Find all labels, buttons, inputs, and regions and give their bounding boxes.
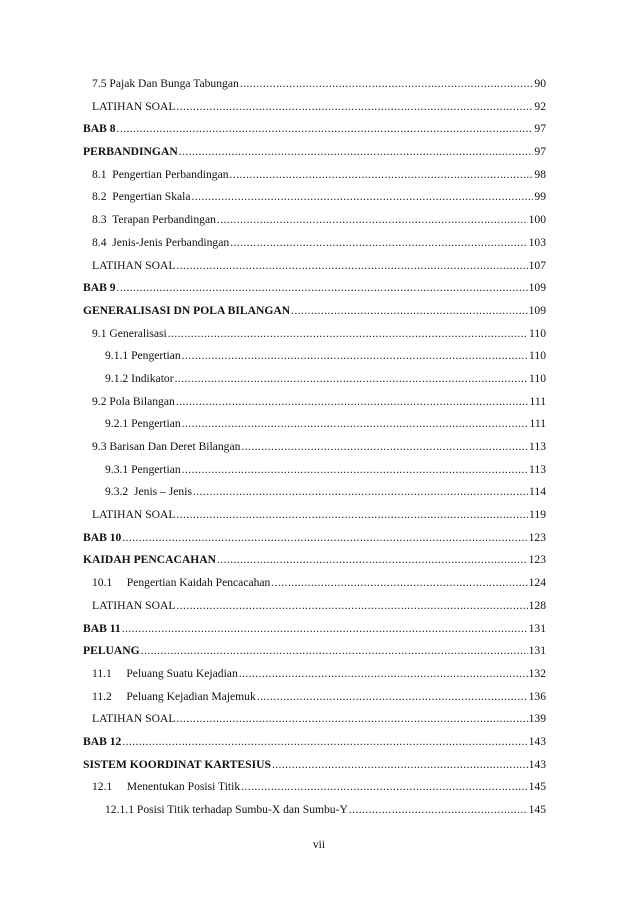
toc-entry-page: 119 bbox=[529, 508, 546, 522]
dot-leader bbox=[192, 186, 534, 209]
toc-entry-label: 8.2 Pengertian Skala bbox=[92, 190, 191, 204]
toc-entry-label: BAB 8 bbox=[83, 122, 116, 136]
toc-entry-label: 9.1 Generalisasi bbox=[92, 326, 167, 340]
dot-leader bbox=[117, 277, 528, 300]
toc-entry-page: 92 bbox=[534, 99, 546, 113]
toc-entry-label: BAB 12 bbox=[83, 734, 122, 748]
toc-entry-page: 90 bbox=[534, 77, 546, 90]
toc-entry-page: 109 bbox=[528, 281, 546, 295]
toc-entry-label: LATIHAN SOAL bbox=[92, 598, 176, 612]
toc-entry-label: 12.1 Menentukan Posisi Titik bbox=[92, 780, 241, 794]
toc-entry-label: BAB 9 bbox=[83, 281, 116, 295]
dot-leader bbox=[271, 572, 527, 595]
toc-entry-page: 128 bbox=[528, 598, 546, 612]
dot-leader bbox=[193, 481, 528, 504]
dot-leader bbox=[241, 776, 527, 799]
toc-entry-label: 11.2 Peluang Kejadian Majemuk bbox=[92, 689, 256, 703]
toc-entry-label: KAIDAH PENCACAHAN bbox=[83, 553, 217, 567]
toc-entry-page: 143 bbox=[528, 757, 546, 771]
toc-entry-page: 110 bbox=[529, 371, 546, 385]
toc-entry bbox=[83, 96, 546, 119]
toc-entry-page: 123 bbox=[528, 553, 546, 567]
toc-entry bbox=[83, 413, 546, 436]
toc-entry-label: 8.1 Pengertian Perbandingan bbox=[92, 167, 229, 181]
toc-entry-label: LATIHAN SOAL bbox=[92, 712, 176, 726]
toc-entry-page: 139 bbox=[528, 712, 546, 726]
toc-entry-label: 11.1 Peluang Suatu Kejadian bbox=[92, 666, 238, 680]
toc-entry bbox=[83, 572, 546, 595]
toc-entry bbox=[83, 459, 546, 482]
dot-leader bbox=[176, 96, 533, 119]
toc-entry-page: 113 bbox=[529, 440, 546, 453]
toc-entry-label: LATIHAN SOAL bbox=[92, 99, 176, 113]
toc-entry-label: 8.4 Jenis-Jenis Perbandingan bbox=[92, 235, 230, 249]
dot-leader bbox=[122, 618, 528, 641]
toc-entry-page: 97 bbox=[534, 145, 546, 159]
toc-entry-page: 145 bbox=[528, 780, 546, 794]
dot-leader bbox=[176, 595, 527, 618]
toc-entry bbox=[83, 209, 546, 232]
toc-entry bbox=[83, 549, 546, 572]
toc-entry bbox=[83, 776, 546, 799]
toc-entry-page: 123 bbox=[528, 530, 546, 544]
toc-entry-label: 7.5 Pajak Dan Bunga Tabungan bbox=[92, 77, 239, 90]
dot-leader bbox=[291, 300, 527, 323]
toc-entry bbox=[83, 391, 546, 414]
toc-entry-page: 145 bbox=[528, 803, 546, 816]
toc-entry-label: 9.2.1 Pengertian bbox=[105, 417, 181, 431]
toc-entry bbox=[83, 73, 546, 96]
toc-entry-label: 9.1.1 Pengertian bbox=[105, 349, 181, 363]
dot-leader bbox=[182, 413, 529, 436]
dot-leader bbox=[230, 232, 527, 255]
toc-entry bbox=[83, 527, 546, 550]
toc-entry-label: 9.3.1 Pengertian bbox=[105, 462, 181, 476]
toc-entry-label: BAB 10 bbox=[83, 530, 122, 544]
dot-leader bbox=[349, 799, 528, 822]
toc-entry-label: BAB 11 bbox=[83, 621, 121, 635]
toc-entry bbox=[83, 323, 546, 346]
toc-entry bbox=[83, 481, 546, 504]
toc-entry bbox=[83, 164, 546, 187]
dot-leader bbox=[272, 754, 528, 777]
toc-entry-label: GENERALISASI DN POLA BILANGAN bbox=[83, 303, 291, 317]
dot-leader bbox=[122, 731, 527, 754]
toc-entry-page: 131 bbox=[528, 644, 546, 658]
dot-leader bbox=[182, 345, 528, 368]
toc-entry-page: 124 bbox=[528, 576, 546, 590]
toc-entry-label: LATIHAN SOAL bbox=[92, 508, 176, 522]
toc-entry bbox=[83, 686, 546, 709]
dot-leader bbox=[179, 141, 534, 164]
toc-entry-label: 9.2 Pola Bilangan bbox=[92, 394, 175, 408]
toc-entry-page: 114 bbox=[529, 485, 546, 499]
toc-entry-label: 9.3 Barisan Dan Deret Bilangan bbox=[92, 440, 241, 453]
toc-entry bbox=[83, 504, 546, 527]
dot-leader bbox=[176, 708, 527, 731]
toc-entry-page: 111 bbox=[529, 394, 546, 408]
toc-entry-label: PERBANDINGAN bbox=[83, 145, 178, 159]
toc-entry-page: 107 bbox=[528, 258, 546, 272]
toc-entry-label: 9.3.2 Jenis – Jenis bbox=[105, 485, 192, 499]
toc-entry-page: 98 bbox=[534, 167, 546, 181]
toc-entry bbox=[83, 640, 546, 663]
toc-entry bbox=[83, 368, 546, 391]
toc-entry-page: 136 bbox=[528, 689, 546, 703]
toc-entry-page: 131 bbox=[528, 621, 546, 635]
toc-entry bbox=[83, 186, 546, 209]
dot-leader bbox=[141, 640, 528, 663]
toc-entry bbox=[83, 118, 546, 141]
toc-entry-page: 103 bbox=[528, 235, 546, 249]
toc-entry-label: LATIHAN SOAL bbox=[92, 258, 176, 272]
dot-leader bbox=[175, 368, 528, 391]
dot-leader bbox=[176, 504, 528, 527]
page-number: vii bbox=[312, 838, 326, 851]
toc-entry bbox=[83, 663, 546, 686]
table-of-contents bbox=[83, 73, 546, 822]
dot-leader bbox=[176, 391, 529, 414]
toc-entry-page: 132 bbox=[528, 666, 546, 680]
toc-entry-page: 110 bbox=[529, 326, 546, 340]
dot-leader bbox=[257, 686, 528, 709]
dot-leader bbox=[176, 255, 527, 278]
toc-entry-label: 12.1.1 Posisi Titik terhadap Sumbu-X dan Sumbu-Y bbox=[105, 803, 348, 816]
toc-entry-label: PELUANG bbox=[83, 644, 140, 658]
toc-entry-page: 110 bbox=[529, 349, 546, 363]
toc-entry bbox=[83, 754, 546, 777]
dot-leader bbox=[168, 323, 528, 346]
toc-entry bbox=[83, 277, 546, 300]
dot-leader bbox=[217, 549, 528, 572]
dot-leader bbox=[117, 118, 534, 141]
toc-entry bbox=[83, 708, 546, 731]
toc-entry-page: 100 bbox=[528, 213, 546, 227]
toc-entry-label: 8.3 Terapan Perbandingan bbox=[92, 213, 216, 227]
toc-entry-label: 10.1 Pengertian Kaidah Pencacahan bbox=[92, 576, 271, 590]
dot-leader bbox=[240, 73, 534, 96]
toc-entry bbox=[83, 300, 546, 323]
dot-leader bbox=[217, 209, 528, 232]
toc-entry bbox=[83, 731, 546, 754]
toc-entry bbox=[83, 618, 546, 641]
toc-entry-page: 113 bbox=[529, 462, 546, 476]
dot-leader bbox=[230, 164, 534, 187]
dot-leader bbox=[182, 459, 528, 482]
dot-leader bbox=[241, 436, 528, 459]
toc-entry-page: 111 bbox=[529, 417, 546, 431]
toc-entry-page: 99 bbox=[534, 190, 546, 204]
toc-entry-page: 97 bbox=[534, 122, 546, 136]
dot-leader bbox=[122, 527, 527, 550]
toc-entry-page: 109 bbox=[528, 303, 546, 317]
toc-entry bbox=[83, 595, 546, 618]
toc-entry bbox=[83, 799, 546, 822]
toc-entry bbox=[83, 141, 546, 164]
toc-entry bbox=[83, 345, 546, 368]
toc-entry-page: 143 bbox=[528, 734, 546, 748]
toc-entry bbox=[83, 255, 546, 278]
toc-entry bbox=[83, 436, 546, 459]
toc-entry-label: 9.1.2 Indikator bbox=[105, 371, 174, 385]
toc-entry bbox=[83, 232, 546, 255]
dot-leader bbox=[239, 663, 528, 686]
toc-entry-label: SISTEM KOORDINAT KARTESIUS bbox=[83, 757, 271, 771]
